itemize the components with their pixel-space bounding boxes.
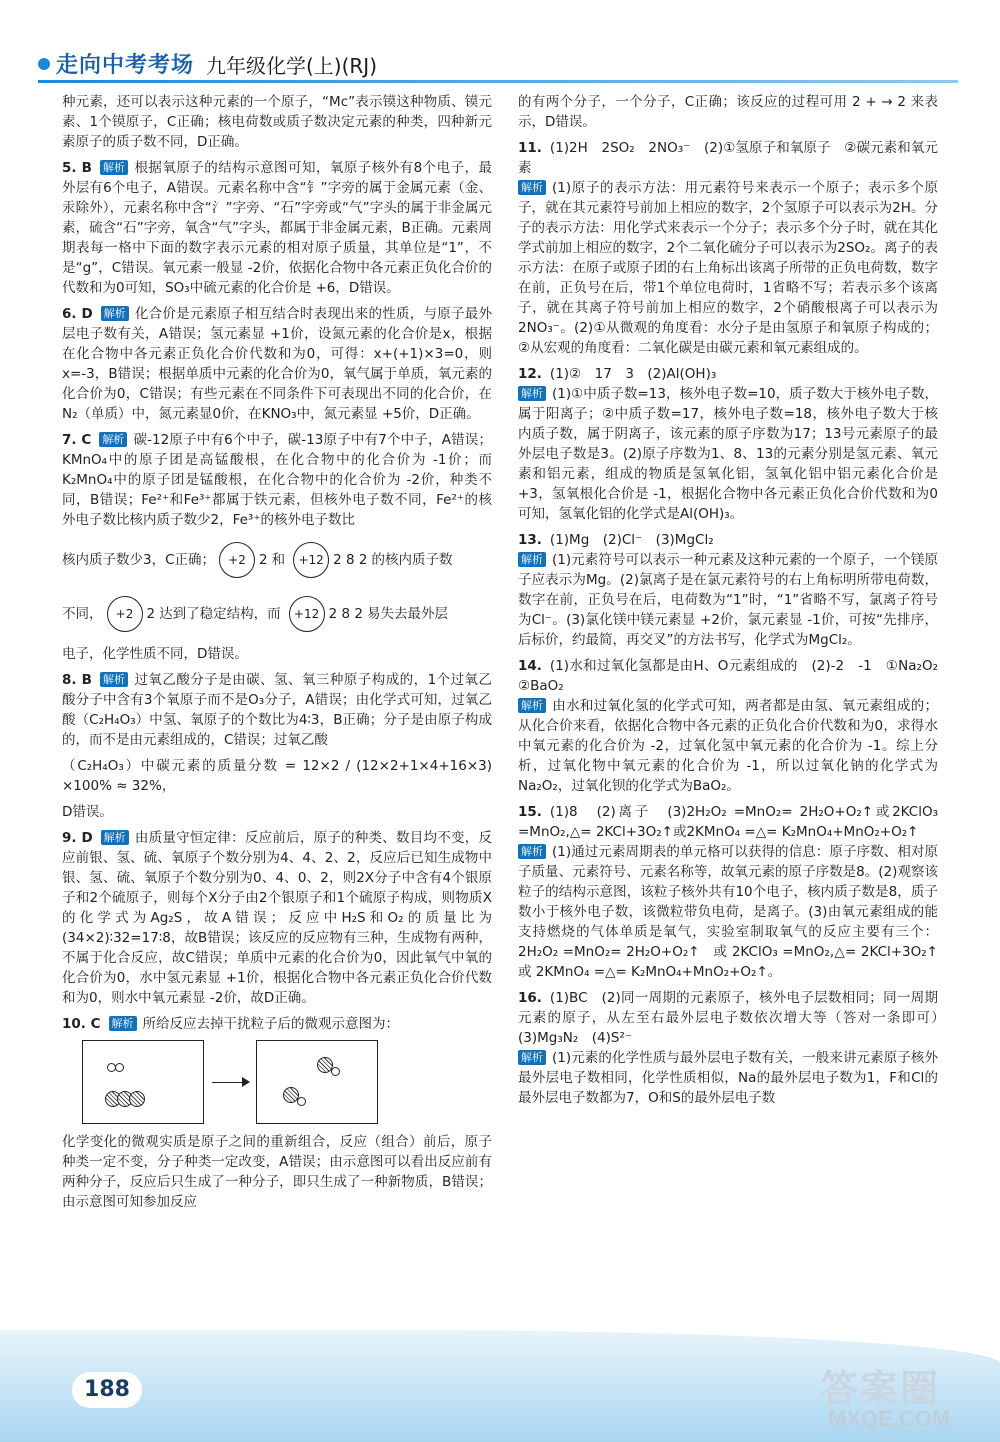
question-7 <box>62 430 492 664</box>
answer-text: (1)BC (2)同一周期的元素原子，核外电子层数相同；同一周期元素的原子，从左至右最外层电子数依次增大等（答对一条即可） (3)Mg₃N₂ (4)S²⁻ <box>518 990 952 1046</box>
page-header <box>0 0 1000 80</box>
atom-nucleus: +2 <box>219 542 255 578</box>
reactants-box <box>82 1040 204 1124</box>
analysis-tag: 解析 <box>100 160 128 175</box>
atom-nucleus: +12 <box>289 596 325 632</box>
question-text: (1)元素符号可以表示一种元素及这种元素的一个原子，一个镁原子应表示为Mg。(2)氯离子是在氯元素符号的右上角标明所带电荷数，数字在前，正负号在后，电荷数为“1”时，“1”省略不写，氯离子符号为Cl⁻。(3)氯化镁中镁元素显 +2价，氯元素显 -1价，可按“先排序，后标价，约最简，再交叉”的方法书写，化学式为MgCl₂。 <box>518 552 938 648</box>
shell-electrons: 2 <box>259 552 268 568</box>
question-text: 电子，化学性质不同，D错误。 <box>62 646 248 662</box>
mass-fraction-formula: （C₂H₄O₃）中碳元素的质量分数 = 12×2 / (12×2+1×4+16×3) ×100% ≈ 32%， <box>62 758 492 794</box>
atom-icon <box>331 1067 340 1076</box>
question-number: 13. <box>518 532 542 548</box>
question-number: 10. C <box>62 1016 101 1032</box>
question-number: 7. C <box>62 432 92 448</box>
right-column <box>518 92 952 1114</box>
answer-text: (1)水和过氧化氢都是由H、O元素组成的 (2)-2 -1 ①Na₂O₂ ②BaO₂ <box>518 658 952 694</box>
question-text: (1)①中质子数=13，核外电子数=10，质子数大于核外电子数，属于阳离子；②中质子数=17，核外电子数=18，核外电子数大于核内质子数，属于阴离子，该元素的原子序数为17；13号元素原子的最外层电子数是3。(2)原子序数为1、8、13的元素分别是氢元素、氧元素和铝元素，组成的物质是氢氧化铝，氢氧化铝中铝元素化合价是 +3，氢氧根化合价是 -1，根据化合物中各元素正负化合价代数和为0可知，氢氧化铝的化学式是Al(OH)₃。 <box>518 386 938 522</box>
question-16 <box>518 988 952 1108</box>
molecule-icon <box>129 1091 145 1107</box>
row-text: 不同， <box>62 606 103 622</box>
watermark-logo: 答案圈 <box>820 1367 941 1411</box>
text-block: 的有两个分子，一个分子，C正确；该反应的过程可用 2 + → 2 来表示，D错误。 <box>518 94 938 130</box>
analysis-tag: 解析 <box>518 386 546 401</box>
question-14 <box>518 656 952 796</box>
answer-text: (1)2H 2SO₂ 2NO₃⁻ (2)①氢原子和氧原子 ②碳元素和氧元素 <box>518 140 938 176</box>
question-text: 化学变化的微观实质是原子之间的重新组合，反应（组合）前后，原子种类一定不变，分子种类一定改变，A错误；由示意图可以看出反应前有两种分子，反应后只生成了一种分子，即只生成了一种新物质，B错误；由示意图可知参加反应 <box>62 1134 492 1210</box>
atom-icon <box>297 1097 306 1106</box>
shell-electrons: 2 <box>146 606 156 622</box>
question-15 <box>518 802 952 982</box>
atom-nucleus: +12 <box>293 542 329 578</box>
question-text: (1)元素的化学性质与最外层电子数有关，一般来讲元素原子核外最外层电子数相同，化学性质相似，Na的最外层电子数为1，F和Cl的最外层电子数都为7，O和S的最外层电子数 <box>518 1050 938 1106</box>
question-10 <box>62 1014 492 1212</box>
text-block: 种元素，还可以表示这种元素的一个原子，“Mc”表示镆这种物质、镆元素、1个镆原子，C正确；核电荷数或质子数决定元素的种类，四种新元素原子的质子数不同，D正确。 <box>62 94 492 150</box>
answer-text: (1)Mg (2)Cl⁻ (3)MgCl₂ <box>549 532 714 548</box>
page-number: 188 <box>72 1372 142 1408</box>
question-text: (1)通过元素周期表的单元格可以获得的信息：原子序数、相对原子质量、元素符号、元素名称等，故氧元素的原子序数是8。(2)观察该粒子的结构示意图，该粒子核外共有10个电子，核内质子数是8，质子数小于核外电子数，该微粒带负电荷，是离子。(3)由氧元素组成的能支持燃烧的气体单质是氧气，实验室制取氧气的反应主要有三个：2H₂O₂ =MnO₂= 2H₂O+O₂↑ 或 2KClO₃ =MnO₂,△= 2KCl+3O₂↑ 或 2KMnO₄ =△= K₂MnO₄+MnO₂+O₂↑。 <box>518 844 952 980</box>
question-text: 由水和过氧化氢的化学式可知，两者都是由氢、氧元素组成的；从化合价来看，依据化合物中各元素的正负化合价代数和为0，求得水中氧元素的化合价为 -2，过氧化氢中氧元素的化合价为 -1。综上分析，过氧化物中氧元素的化合价为 -1，所以过氧化钠的化学式为Na₂O₂，过氧化钡的化学式为BaO₂。 <box>518 698 938 794</box>
watermark-url: MXQE.COM <box>828 1406 951 1431</box>
analysis-tag: 解析 <box>518 698 546 713</box>
products-box <box>256 1040 378 1124</box>
analysis-tag: 解析 <box>518 844 546 859</box>
left-column <box>62 92 492 1218</box>
reaction-diagram <box>82 1040 492 1124</box>
analysis-tag: 解析 <box>518 552 546 567</box>
question-12 <box>518 364 938 524</box>
question-number: 16. <box>518 990 542 1006</box>
arrow-icon <box>212 1082 248 1083</box>
question-8 <box>62 670 492 822</box>
question-text: 碳-12原子中有6个中子，碳-13原子中有7个中子，A错误；KMnO₄中的原子团是高锰酸根，在化合物中的化合价为 -1价；而K₂MnO₄中的原子团是锰酸根，在化合物中的化合价为 -2价，种类不同，B错误；Fe²⁺和Fe³⁺都属于铁元素，但核外电子数不同，Fe²⁺的核外电子数比核内质子数少2，Fe³⁺的核外电子数比 <box>62 432 492 528</box>
answer-text: (1)② 17 3 (2)Al(OH)₃ <box>549 366 717 382</box>
question-5 <box>62 158 492 298</box>
analysis-tag: 解析 <box>99 432 127 447</box>
question-11 <box>518 138 938 358</box>
analysis-tag: 解析 <box>518 180 546 195</box>
question-number: 15. <box>518 804 542 820</box>
shell-electrons: 2 8 2 <box>333 552 368 568</box>
row-text: 的核内质子数 <box>371 552 453 568</box>
question-text: (1)原子的表示方法：用元素符号来表示一个原子；表示多个原子，就在其元素符号前加上相应的数字，2个氢原子可以表示为2H。分子的表示方法：用化学式来表示一个分子；表示多个分子时，就在其化学式前加上相应的数字，2个二氧化硫分子可以表示为2SO₂。离子的表示方法：在原子或原子团的右上角标出该离子所带的正负电荷数，数字在前，正负号在后，带1个单位电荷时，1省略不写；若表示多个该离子，就在其离子符号前加上相应的数字，2个硝酸根离子可以表示为2NO₃⁻。(2)①从微观的角度看：水分子是由氢原子和氧原子构成的；②从宏观的角度看：二氧化碳是由碳元素和氧元素组成的。 <box>518 180 938 356</box>
row-text: 易失去最外层 <box>366 606 448 622</box>
question-number: 6. D <box>62 306 93 322</box>
bullet-icon <box>38 58 50 70</box>
analysis-tag: 解析 <box>100 672 128 687</box>
analysis-tag: 解析 <box>109 1016 137 1031</box>
answer-text: (1)8 (2)离子 (3)2H₂O₂ =MnO₂= 2H₂O+O₂↑或2KClO₃ =MnO₂,△= 2KCl+3O₂↑或2KMnO₄ =△= K₂MnO₄+MnO₂+O₂↑ <box>518 804 938 840</box>
question-number: 14. <box>518 658 542 674</box>
question-number: 11. <box>518 140 542 156</box>
atom-nucleus: +2 <box>107 596 143 632</box>
question-13 <box>518 530 938 650</box>
question-text: 所给反应去掉干扰粒子后的微观示意图为： <box>142 1016 400 1032</box>
atom-icon <box>115 1063 124 1072</box>
atom-structure-row <box>62 536 492 584</box>
question-text: 过氧乙酸分子是由碳、氢、氧三种原子构成的，1个过氧乙酸分子中含有3个氧原子而不是O₃分子，A错误；由化学式可知，过氧乙酸（C₂H₄O₃）中氢、氧原子的个数比为4∶3，B正确；分子是由原子构成的，而不是由元素组成的，C错误；过氧乙酸 <box>62 672 493 748</box>
question-text: D错误。 <box>62 804 113 820</box>
book-title: 走向中考考场 <box>56 53 195 78</box>
question-number: 9. D <box>62 830 93 846</box>
question-9 <box>62 828 492 1008</box>
analysis-tag: 解析 <box>518 1050 546 1065</box>
row-text: 达到了稳定结构，而 <box>159 606 281 622</box>
question-number: 5. B <box>62 160 92 176</box>
row-text: 核内质子数少3，C正确； <box>62 552 216 568</box>
question-6 <box>62 304 492 424</box>
row-text: 和 <box>271 552 286 568</box>
question-text: 由质量守恒定律：反应前后，原子的种类、数目均不变，反应前银、氢、硫、氧原子个数分别为4、4、2、2，反应后已知生成物中银、氢、硫、氧原子个数分别为0、4、0、2，则2X分子中含有4个银原子和2个硫原子，则每个X分子由2个银原子和1个硫原子构成，则物质X的化学式为Ag₂S，故A错误；反应中H₂S和O₂的质量比为(34×2)∶32=17∶8，故B错误；该反应的反应物有三种，生成物有两种，不属于化合反应，故C错误；单质中元素的化合价为0，因此氧气中氧的化合价为0，水中氢元素显 +1价，根据化合物中各元素正负化合价代数和为0，则水中氧元素显 -2价，故D正确。 <box>62 830 492 1006</box>
analysis-tag: 解析 <box>101 830 129 845</box>
question-text: 根据氧原子的结构示意图可知，氧原子核外有8个电子，最外层有6个电子，A错误。元素名称中含“钅”字旁的属于金属元素（金、汞除外），元素名称中含“氵”字旁、“石”字旁或“气”字头的属于非金属元素，硫含“石”字旁，氧含“气”字头，都属于非金属元素，B正确。元素周期表每一格中下面的数字表示元素的相对原子质量，其单位是“1”，不是“g”，C错误。氧元素一般显 -2价，依据化合物中各元素正负化合价的代数和为0可知，SO₃中硫元素的化合价是 +6，D错误。 <box>62 160 493 296</box>
question-number: 12. <box>518 366 542 382</box>
question-text: 化合价是元素原子相互结合时表现出来的性质，与原子最外层电子数有关，A错误；氢元素显 +1价，设氮元素的化合价是x，根据在化合物中各元素正负化合价代数和为0，可得：x+(+1)×3=0，则x=-3，B错误；根据单质中元素的化合价为0，氧气属于单质，氧元素的化合价为0，C错误；有些元素在不同条件下可表现出不同的化合价，在N₂（单质）中，氮元素显0价，在KNO₃中，氮元素显 +5价，D正确。 <box>62 306 492 422</box>
question-number: 8. B <box>62 672 92 688</box>
book-subtitle: 九年级化学(上)(RJ) <box>206 54 378 78</box>
analysis-tag: 解析 <box>101 306 129 321</box>
atom-structure-row <box>62 590 492 638</box>
shell-electrons: 2 8 2 <box>328 606 363 622</box>
header-divider <box>38 80 958 83</box>
